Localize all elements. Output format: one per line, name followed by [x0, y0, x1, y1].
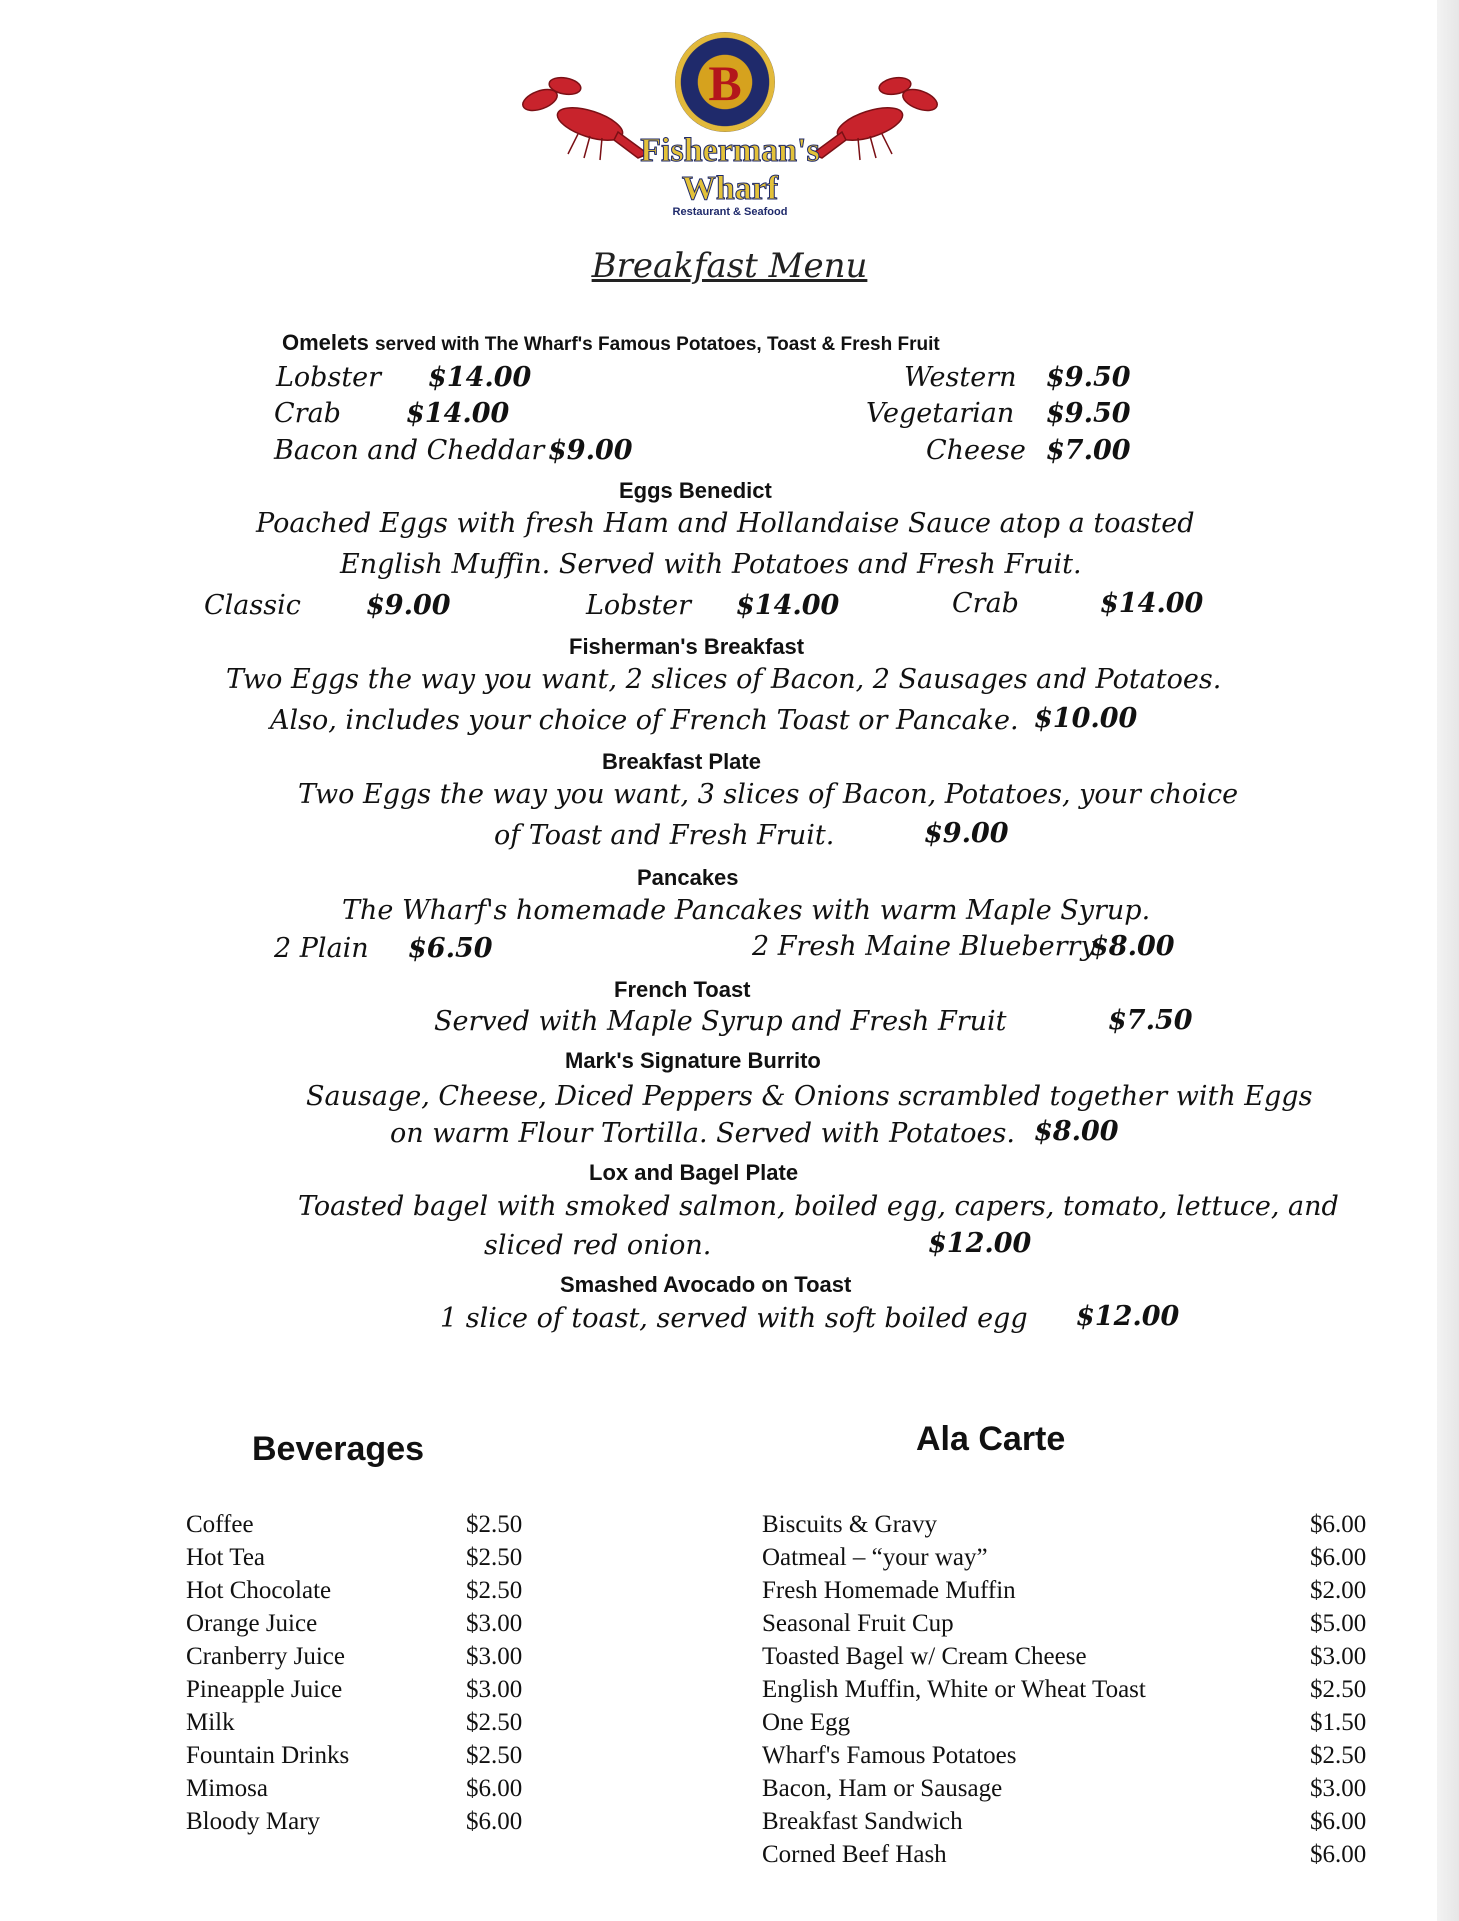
- ala-carte-row: [762, 1574, 1386, 1607]
- avocado-description: 1 slice of toast, served with soft boiled egg: [440, 1303, 1028, 1334]
- beverage-row: [186, 1772, 546, 1805]
- lox-price: $12.00: [928, 1228, 1032, 1259]
- beverage-row: [186, 1574, 546, 1607]
- plate-description: Two Eggs the way you want, 3 slices of Bacon, Potatoes, your choice: [298, 779, 1239, 810]
- omelet-item-name: Western: [904, 362, 1017, 393]
- beverage-item-name: Orange Juice: [186, 1610, 318, 1637]
- benedict-option-price: $14.00: [736, 590, 840, 621]
- ala-carte-heading: Ala Carte: [916, 1420, 1066, 1458]
- ala-carte-row: [762, 1838, 1386, 1871]
- french-toast-price: $7.50: [1108, 1005, 1193, 1036]
- logo-tagline: Restaurant & Seafood: [672, 206, 788, 218]
- ala-carte-list: [762, 1508, 1386, 1871]
- logo-name-line2: Wharf: [681, 170, 779, 207]
- omelet-item-price: $14.00: [406, 398, 510, 429]
- benedict-description: Poached Eggs with fresh Ham and Hollandaise Sauce atop a toasted: [256, 508, 1195, 539]
- fishermans-price: $10.00: [1034, 703, 1138, 734]
- benedict-option-name: Crab: [952, 588, 1019, 619]
- restaurant-logo: [520, 24, 940, 224]
- beverage-item-price: $3.00: [466, 1643, 523, 1670]
- ala-carte-item-price: $2.00: [1310, 1577, 1367, 1604]
- beverage-row: [186, 1541, 546, 1574]
- avocado-price: $12.00: [1076, 1301, 1180, 1332]
- ala-carte-row: [762, 1640, 1386, 1673]
- beverage-row: [186, 1508, 546, 1541]
- fishermans-heading: Fisherman's Breakfast: [569, 634, 805, 659]
- omelet-item-price: $9.50: [1046, 362, 1131, 393]
- pancakes-option-name: 2 Plain: [274, 933, 369, 964]
- ala-carte-item-price: $5.00: [1310, 1610, 1367, 1637]
- ala-carte-item-price: $2.50: [1310, 1742, 1367, 1769]
- beverage-item-name: Fountain Drinks: [186, 1742, 350, 1769]
- omelet-item-price: $14.00: [428, 362, 532, 393]
- burrito-price: $8.00: [1034, 1116, 1119, 1147]
- benedict-option-name: Lobster: [586, 590, 692, 621]
- french-toast-heading: French Toast: [614, 977, 751, 1002]
- beverage-row: [186, 1706, 546, 1739]
- fishermans-description: Two Eggs the way you want, 2 slices of Bacon, 2 Sausages and Potatoes.: [226, 664, 1222, 695]
- ala-carte-item-name: One Egg: [762, 1709, 851, 1736]
- logo-name: [580, 132, 880, 208]
- ala-carte-item-name: Bacon, Ham or Sausage: [762, 1775, 1003, 1802]
- beverage-item-name: Hot Chocolate: [186, 1577, 332, 1604]
- beverage-item-price: $6.00: [466, 1808, 523, 1835]
- beverage-row: [186, 1673, 546, 1706]
- ala-carte-item-price: $2.50: [1310, 1676, 1367, 1703]
- pancakes-heading: Pancakes: [637, 865, 739, 890]
- avocado-heading: Smashed Avocado on Toast: [560, 1272, 852, 1297]
- pancakes-option-price: $8.00: [1090, 931, 1175, 962]
- plate-description: of Toast and Fresh Fruit.: [494, 820, 835, 851]
- burrito-description: on warm Flour Tortilla. Served with Potatoes.: [390, 1118, 1015, 1149]
- beverage-item-name: Milk: [186, 1709, 235, 1736]
- ala-carte-item-name: Corned Beef Hash: [762, 1841, 947, 1868]
- beverage-item-price: $3.00: [466, 1610, 523, 1637]
- omelet-item-name: Vegetarian: [866, 398, 1015, 429]
- beverage-row: [186, 1739, 546, 1772]
- menu-title: Breakfast Menu: [591, 246, 868, 286]
- lox-description: Toasted bagel with smoked salmon, boiled egg, capers, tomato, lettuce, and: [298, 1191, 1339, 1222]
- ala-carte-item-name: Oatmeal – “your way”: [762, 1544, 988, 1571]
- french-toast-description: Served with Maple Syrup and Fresh Fruit: [434, 1006, 1007, 1037]
- pancakes-option-price: $6.50: [408, 933, 493, 964]
- fishermans-description: Also, includes your choice of French Toast or Pancake.: [270, 705, 1019, 736]
- beverage-row: [186, 1607, 546, 1640]
- beverage-row: [186, 1805, 546, 1838]
- ala-carte-item-price: $3.00: [1310, 1643, 1367, 1670]
- omelets-heading: [282, 330, 940, 356]
- ala-carte-item-name: Wharf's Famous Potatoes: [762, 1742, 1017, 1769]
- ala-carte-row: [762, 1607, 1386, 1640]
- ala-carte-item-name: Fresh Homemade Muffin: [762, 1577, 1016, 1604]
- ala-carte-item-price: $6.00: [1310, 1841, 1367, 1868]
- beverage-item-price: $2.50: [466, 1709, 523, 1736]
- burrito-heading: Mark's Signature Burrito: [565, 1048, 821, 1073]
- beverage-item-price: $2.50: [466, 1577, 523, 1604]
- pancakes-description: The Wharf's homemade Pancakes with warm Maple Syrup.: [342, 895, 1151, 926]
- ala-carte-item-price: $1.50: [1310, 1709, 1367, 1736]
- beverages-heading: Beverages: [252, 1430, 425, 1468]
- ala-carte-row: [762, 1739, 1386, 1772]
- omelet-item-price: $9.50: [1046, 398, 1131, 429]
- ala-carte-item-name: English Muffin, White or Wheat Toast: [762, 1676, 1146, 1703]
- pancakes-option-name: 2 Fresh Maine Blueberry: [752, 931, 1096, 962]
- ala-carte-item-price: $6.00: [1310, 1511, 1367, 1538]
- ala-carte-item-name: Toasted Bagel w/ Cream Cheese: [762, 1643, 1087, 1670]
- logo-name-line1: Fisherman's: [640, 132, 820, 169]
- beverage-item-name: Coffee: [186, 1511, 254, 1538]
- ala-carte-item-name: Breakfast Sandwich: [762, 1808, 963, 1835]
- benedict-option-price: $9.00: [366, 590, 451, 621]
- ala-carte-item-price: $6.00: [1310, 1808, 1367, 1835]
- beverages-list: [186, 1508, 546, 1838]
- omelet-item-price: $9.00: [548, 435, 633, 466]
- omelet-item-price: $7.00: [1046, 435, 1131, 466]
- beverage-item-name: Hot Tea: [186, 1544, 266, 1571]
- ala-carte-item-name: Biscuits & Gravy: [762, 1511, 937, 1538]
- ala-carte-row: [762, 1805, 1386, 1838]
- omelet-item-name: Cheese: [926, 435, 1026, 466]
- lox-description: sliced red onion.: [484, 1230, 712, 1261]
- beverage-item-price: $2.50: [466, 1544, 523, 1571]
- ala-carte-row: [762, 1772, 1386, 1805]
- lox-heading: Lox and Bagel Plate: [589, 1160, 799, 1185]
- omelet-item-name: Lobster: [276, 362, 382, 393]
- burrito-description: Sausage, Cheese, Diced Peppers & Onions scrambled together with Eggs: [306, 1081, 1313, 1112]
- benedict-description: English Muffin. Served with Potatoes and Fresh Fruit.: [340, 549, 1082, 580]
- omelet-item-name: Bacon and Cheddar: [274, 435, 545, 466]
- benedict-heading: Eggs Benedict: [619, 478, 772, 503]
- ala-carte-item-price: $6.00: [1310, 1544, 1367, 1571]
- ala-carte-row: [762, 1541, 1386, 1574]
- beverage-row: [186, 1640, 546, 1673]
- beverage-item-price: $3.00: [466, 1676, 523, 1703]
- beverage-item-price: $2.50: [466, 1742, 523, 1769]
- beverage-item-name: Pineapple Juice: [186, 1676, 343, 1703]
- benedict-option-name: Classic: [204, 590, 301, 621]
- beverage-item-price: $6.00: [466, 1775, 523, 1802]
- ala-carte-item-name: Seasonal Fruit Cup: [762, 1610, 954, 1637]
- plate-heading: Breakfast Plate: [602, 749, 761, 774]
- ala-carte-row: [762, 1673, 1386, 1706]
- omelets-subheading: served with The Wharf's Famous Potatoes, Toast & Fresh Fruit: [374, 334, 940, 355]
- ala-carte-row: [762, 1508, 1386, 1541]
- ala-carte-row: [762, 1706, 1386, 1739]
- plate-price: $9.00: [924, 818, 1009, 849]
- ala-carte-item-price: $3.00: [1310, 1775, 1367, 1802]
- omelets-heading-text: Omelets: [282, 330, 369, 355]
- logo-badge: [675, 32, 775, 132]
- beverage-item-name: Cranberry Juice: [186, 1643, 345, 1670]
- beverage-item-price: $2.50: [466, 1511, 523, 1538]
- page-edge: [1437, 0, 1459, 1921]
- logo-badge-letter: B: [708, 55, 742, 111]
- beverage-item-name: Mimosa: [186, 1775, 268, 1802]
- omelet-item-name: Crab: [274, 398, 341, 429]
- benedict-option-price: $14.00: [1100, 588, 1204, 619]
- beverage-item-name: Bloody Mary: [186, 1808, 321, 1835]
